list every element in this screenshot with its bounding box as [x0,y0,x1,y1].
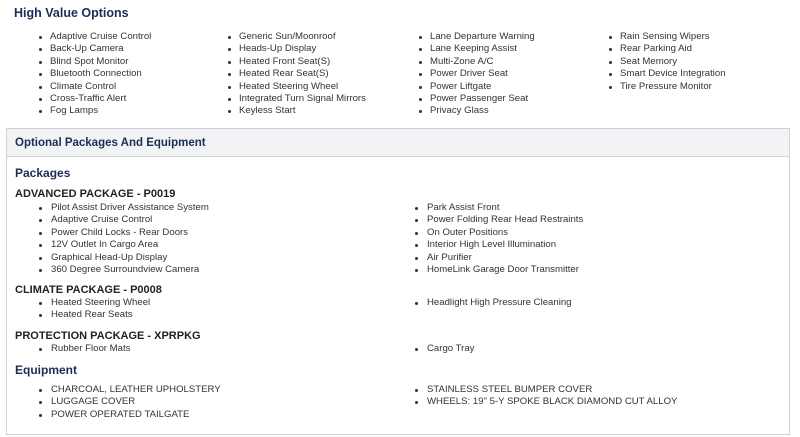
high-value-column-2 [222,31,366,118]
package-title-climate: CLIMATE PACKAGE - P0008 [15,284,162,296]
list-item: Seat Memory [603,56,726,68]
package-advanced-items-left [33,202,209,276]
list-item: Keyless Start [222,105,366,117]
list-item: Smart Device Integration [603,68,726,80]
list-item: Heated Rear Seats [33,309,150,321]
package-advanced-items-right [409,202,583,276]
list-item: Adaptive Cruise Control [33,31,151,43]
list-item: Back-Up Camera [33,43,151,55]
list-item: Heads-Up Display [222,43,366,55]
equipment-items-left [33,384,221,421]
list-item: 12V Outlet In Cargo Area [33,239,209,251]
list-item: Interior High Level Illumination [409,239,583,251]
list-item: LUGGAGE COVER [33,396,221,408]
list-item: Fog Lamps [33,105,151,117]
list-item: Power Driver Seat [413,68,535,80]
optional-packages-title: Optional Packages And Equipment [15,137,206,149]
list-item: Cargo Tray [409,343,474,355]
package-protection-items-left [33,343,130,355]
list-item: Integrated Turn Signal Mirrors [222,93,366,105]
list-item: WHEELS: 19" 5-Y SPOKE BLACK DIAMOND CUT ALLOY [409,396,677,408]
equipment-heading: Equipment [15,363,77,377]
list-item: Climate Control [33,81,151,93]
list-item: Multi-Zone A/C [413,56,535,68]
list-item: Power Folding Rear Head Restraints [409,214,583,226]
optional-packages-panel [6,128,790,435]
list-item: Heated Rear Seat(S) [222,68,366,80]
list-item: Pilot Assist Driver Assistance System [33,202,209,214]
list-item: Tire Pressure Monitor [603,81,726,93]
list-item: Rear Parking Aid [603,43,726,55]
list-item: Heated Front Seat(S) [222,56,366,68]
high-value-column-4 [603,31,726,93]
packages-heading: Packages [15,166,71,180]
list-item: Bluetooth Connection [33,68,151,80]
high-value-options-title: High Value Options [14,6,129,20]
list-item: POWER OPERATED TAILGATE [33,409,221,421]
list-item: 360 Degree Surroundview Camera [33,264,209,276]
list-item: Headlight High Pressure Cleaning [409,297,572,309]
list-item: Generic Sun/Moonroof [222,31,366,43]
package-title-protection: PROTECTION PACKAGE - XPRPKG [15,330,201,342]
list-item: Power Child Locks - Rear Doors [33,227,209,239]
list-item: Rain Sensing Wipers [603,31,726,43]
list-item: STAINLESS STEEL BUMPER COVER [409,384,677,396]
package-title-advanced: ADVANCED PACKAGE - P0019 [15,188,176,200]
high-value-column-3 [413,31,535,118]
list-item: Privacy Glass [413,105,535,117]
list-item: HomeLink Garage Door Transmitter [409,264,583,276]
list-item: Rubber Floor Mats [33,343,130,355]
list-item: Air Purifier [409,252,583,264]
list-item: Blind Spot Monitor [33,56,151,68]
list-item: Power Liftgate [413,81,535,93]
list-item: On Outer Positions [409,227,583,239]
list-item: Graphical Head-Up Display [33,252,209,264]
list-item: Cross-Traffic Alert [33,93,151,105]
list-item: Adaptive Cruise Control [33,214,209,226]
package-climate-items-right [409,297,572,309]
optional-packages-header [7,129,789,157]
package-protection-items-right [409,343,474,355]
list-item: Park Assist Front [409,202,583,214]
list-item: Heated Steering Wheel [33,297,150,309]
list-item: CHARCOAL, LEATHER UPHOLSTERY [33,384,221,396]
package-climate-items-left [33,297,150,322]
list-item: Lane Departure Warning [413,31,535,43]
list-item: Heated Steering Wheel [222,81,366,93]
list-item: Lane Keeping Assist [413,43,535,55]
list-item: Power Passenger Seat [413,93,535,105]
high-value-column-1 [33,31,151,118]
equipment-items-right [409,384,677,409]
